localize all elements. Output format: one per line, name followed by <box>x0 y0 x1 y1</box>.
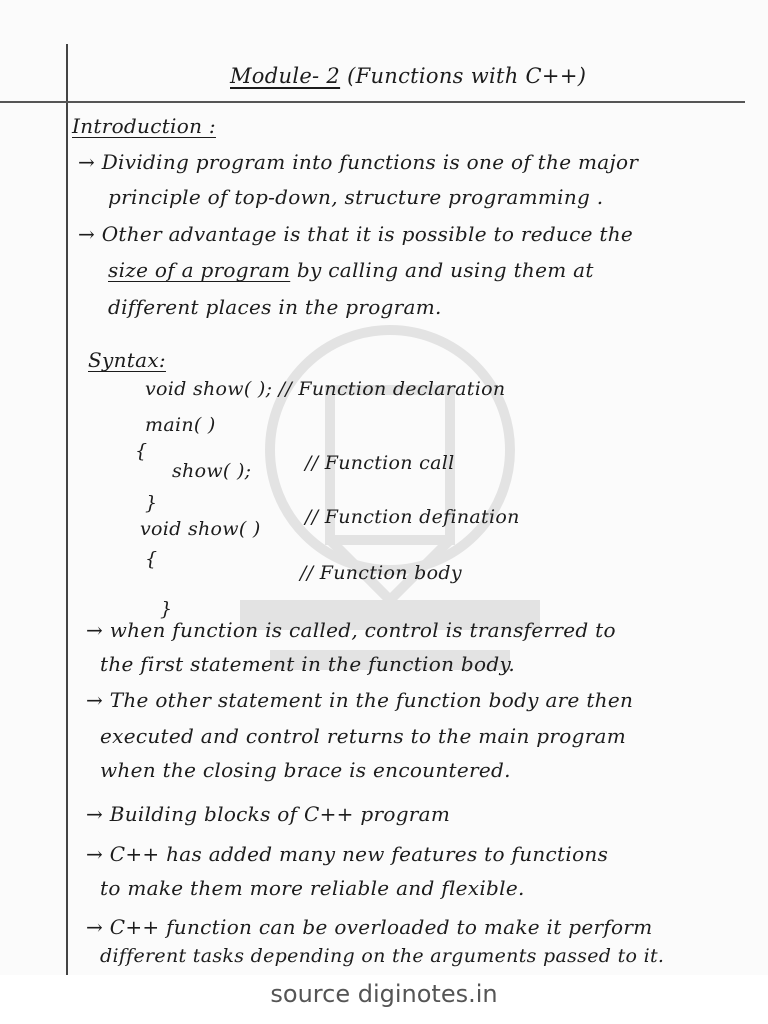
note-line: to make them more reliable and flexible. <box>100 876 525 900</box>
code-comment: // Function body <box>300 562 462 584</box>
code-comment: // Function call <box>305 452 455 474</box>
margin-line <box>66 44 68 975</box>
note-line: when the closing brace is encountered. <box>100 758 511 782</box>
intro-line: different places in the program. <box>108 295 442 319</box>
note-line: different tasks depending on the arguments passed to it. <box>100 945 665 967</box>
code-line: show( ); <box>172 460 252 482</box>
module-subtitle: (Functions with C++) <box>347 64 587 88</box>
code-line: void show( ) <box>140 518 261 540</box>
source-footer: source diginotes.in <box>270 980 498 1008</box>
intro-line: principle of top-down, structure programming . <box>108 185 604 209</box>
code-line: { <box>135 440 148 462</box>
intro-line-underlined <box>108 258 594 282</box>
code-line: { <box>145 548 158 570</box>
intro-heading: Introduction : <box>72 114 216 138</box>
note-line: → when function is called, control is transferred to <box>86 618 616 642</box>
note-line: the first statement in the function body. <box>100 652 516 676</box>
intro-line-tail: by calling and using them at <box>296 258 594 282</box>
code-line: } <box>160 598 173 620</box>
code-line: void show( ); // Function declaration <box>145 378 506 400</box>
note-line: → C++ function can be overloaded to make it perform <box>86 915 653 939</box>
header-rule <box>0 101 745 103</box>
note-line: → The other statement in the function body are then <box>86 688 634 712</box>
size-of-program-phrase: size of a program <box>108 258 291 282</box>
syntax-heading: Syntax: <box>88 348 166 372</box>
code-line: } <box>145 492 158 514</box>
intro-line: → Other advantage is that it is possible to reduce the <box>78 222 634 246</box>
intro-line: → Dividing program into functions is one of the major <box>78 150 639 174</box>
code-comment: // Function defination <box>305 506 520 528</box>
note-line: executed and control returns to the main program <box>100 724 627 748</box>
note-line: → Building blocks of C++ program <box>86 802 451 826</box>
note-line: → C++ has added many new features to functions <box>86 842 609 866</box>
page-title <box>230 64 586 88</box>
module-label: Module- 2 <box>230 64 341 88</box>
code-line: main( ) <box>145 414 216 436</box>
